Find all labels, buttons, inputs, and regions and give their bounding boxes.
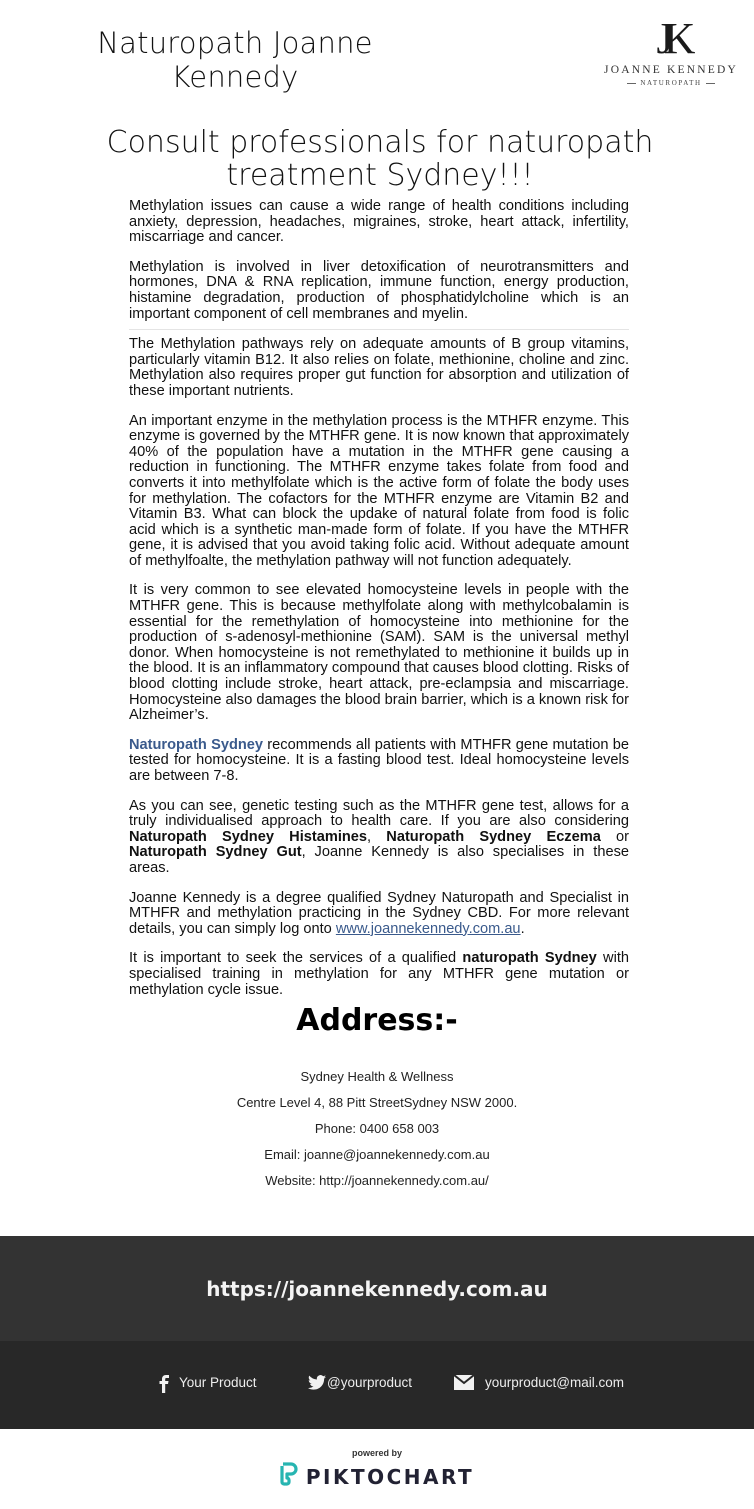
piktochart-logo — [0, 1462, 754, 1491]
address-block — [0, 1068, 754, 1198]
email-link[interactable] — [454, 1375, 624, 1390]
paragraph-text: As you can see, genetic testing such as the MTHFR gene test, allows for a truly individualised approach to health care. If you are also considering — [129, 797, 629, 830]
paragraph: The Methylation pathways rely on adequate amounts of B group vitamins, particularly vitamin B12. It also relies on folate, methionine, choline and zinc. Methylation also requires proper gut function for absorption and utilization of these important nutrients. — [129, 336, 629, 399]
naturopath-sydney-link[interactable]: Naturopath Sydney — [129, 736, 264, 753]
logo-tagline-row — [592, 79, 750, 87]
paragraph-text: or — [600, 828, 629, 845]
paragraph-text: with specialised training in methylation for any MTHFR gene mutation or methylation cycle issue. — [129, 950, 629, 998]
paragraph — [129, 738, 629, 785]
powered-by-label: powered by — [351, 1448, 402, 1458]
email-label: yourproduct@mail.com — [485, 1375, 625, 1390]
paragraph: It is very common to see elevated homocysteine levels in people with the MTHFR gene. This is because methylfolate along with methylcobalamin is essential for the remethylation of homocysteine into methionine for the production of s-adenosyl-methionine (SAM). SAM is the universal methyl donor. When homocysteine is not remethylated to methionine it builds up in the blood. It is an inflammatory compound that causes blood clotting. Risks of blood clotting include stroke, heart attack, pre-eclampsia and miscarriage. Homocysteine also damages the blood brain barrier, which is a known risk for Alzheimer’s. — [129, 582, 629, 724]
facebook-label: Your Product — [179, 1374, 257, 1390]
address-line-name: Sydney Health & Wellness — [300, 1069, 454, 1084]
piktochart-wordmark: PIKTOCHART — [305, 1464, 475, 1489]
logo-monogram: JK — [656, 14, 686, 63]
paragraph: An important enzyme in the methylation process is the MTHFR enzyme. This enzyme is governed by the MTHFR gene. It is now known that approximately 40% of the population have a mutation in the MTHFR gene causing a reduction in functioning. The MTHFR enzyme takes folate from food and converts it into methylfolate which is the active form of folate the body uses for methylation. The cofactors for the MTHFR enzyme are Vitamin B2 and Vitamin B3. What can block the updake of natural folate from food is folic acid which is a synthetic man-made form of folate. If you have the MTHFR gene, it is advised that you avoid taking folic acid. Without adequate amount of methylfoalte, the methylation pathway will not function adequately. — [129, 412, 629, 569]
piktochart-icon — [280, 1462, 298, 1491]
paragraph-text: It is important to seek the services of a qualified — [129, 950, 463, 967]
joanne-kennedy-logo[interactable] — [592, 16, 750, 96]
paragraph-text: , Joanne Kennedy is also specialises in these areas. — [129, 844, 629, 876]
paragraph — [129, 951, 629, 998]
divider — [627, 83, 636, 84]
paragraph-text: , — [367, 828, 387, 845]
footer-url-band — [0, 1236, 754, 1341]
address-line-website: Website: http://joannekennedy.com.au/ — [265, 1173, 489, 1188]
header — [0, 0, 754, 120]
address-line-street: Centre Level 4, 88 Pitt StreetSydney NSW 2000. — [236, 1095, 518, 1110]
divider — [706, 83, 715, 84]
logo-tagline: NATUROPATH — [640, 79, 702, 87]
envelope-icon — [454, 1375, 474, 1390]
divider — [129, 329, 629, 330]
bold-term: naturopath Sydney — [462, 950, 597, 967]
address-line-phone: Phone: 0400 658 003 — [314, 1121, 440, 1136]
footer-social-band — [0, 1341, 754, 1429]
facebook-icon — [158, 1375, 170, 1393]
paragraph — [129, 891, 629, 938]
paragraph-text: recommends all patients with MTHFR gene mutation be tested for homocysteine. It is a fasting blood test. Ideal homocysteine levels are between 7-8. — [129, 736, 629, 784]
article-body — [129, 199, 629, 1012]
logo-name: JOANNE KENNEDY — [604, 64, 738, 76]
twitter-link[interactable] — [308, 1375, 412, 1390]
address-heading: Address:- — [296, 1003, 458, 1038]
paragraph — [129, 799, 629, 877]
site-title: Naturopath Joanne Kennedy — [97, 26, 373, 94]
twitter-icon — [308, 1375, 326, 1390]
bold-term: Naturopath Sydney Eczema — [386, 828, 601, 845]
twitter-label: @yourproduct — [327, 1375, 412, 1390]
paragraph: Methylation issues can cause a wide range of health conditions including anxiety, depression, headaches, migraines, stroke, heart attack, infertility, miscarriage and cancer. — [129, 198, 629, 246]
facebook-link[interactable] — [158, 1375, 257, 1393]
bold-term: Naturopath Sydney Gut — [129, 844, 302, 861]
paragraph: Methylation is involved in liver detoxification of neurotransmitters and hormones, DNA & RNA replication, immune function, energy production, histamine degradation, production of phosphatidylcholine which is an important component of cell membranes and myelin. — [129, 258, 629, 322]
website-link[interactable]: www.joannekennedy.com.au — [335, 920, 521, 937]
address-line-email: Email: joanne@joannekennedy.com.au — [264, 1147, 490, 1162]
footer-url-link[interactable]: https://joannekennedy.com.au — [206, 1276, 548, 1301]
bold-term: Naturopath Sydney Histamines — [129, 828, 368, 845]
powered-by-footer[interactable] — [0, 1430, 754, 1509]
paragraph-text: Joanne Kennedy is a degree qualified Sydney Naturopath and Specialist in MTHFR and methylation practicing in the Sydney CBD. For more relevant details, you can simply log onto — [129, 889, 629, 937]
page-headline: Consult professionals for naturopath treatment Sydney!!! — [106, 125, 654, 193]
paragraph-text: . — [520, 920, 525, 937]
